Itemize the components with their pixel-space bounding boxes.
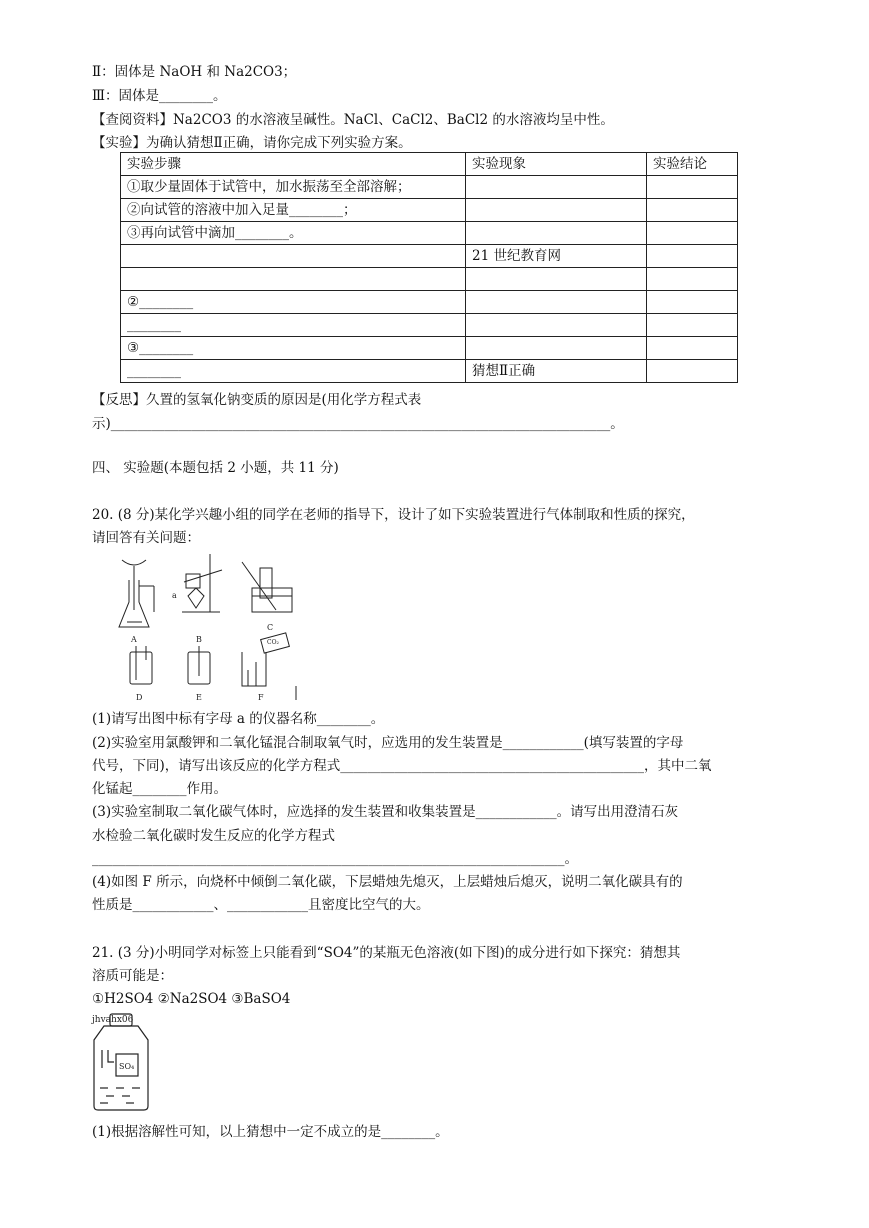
table-cell xyxy=(647,199,738,222)
watermark-text: jhvahx06 xyxy=(92,1015,134,1025)
table-cell: ________ xyxy=(121,314,466,337)
table-cell xyxy=(121,268,466,291)
experiment-intro: 【实验】为确认猜想Ⅱ正确，请你完成下列实验方案。 xyxy=(92,135,412,151)
table-cell xyxy=(466,176,647,199)
q20-part-3b: 水检验二氧化碳时发生反应的化学方程式 xyxy=(92,828,335,844)
table-row xyxy=(121,199,738,222)
q20-line-1: 20. (8 分)某化学兴趣小组的同学在老师的指导下，设计了如下实验装置进行气体制取和性质的探究， xyxy=(92,507,695,523)
table-cell: 实验现象 xyxy=(466,153,647,176)
table-cell: ③________ xyxy=(121,337,466,360)
hypothesis-2: Ⅱ：固体是 NaOH 和 Na2CO3； xyxy=(92,64,297,80)
table-cell xyxy=(466,268,647,291)
label-e: E xyxy=(196,693,202,702)
q20-part-4b: 性质是____________、____________且密度比空气的大。 xyxy=(92,897,430,913)
q21-line-1: 21. (3 分)小明同学对标签上只能看到“SO4”的某瓶无色溶液(如下图)的成分进行如下探究：猜想其 xyxy=(92,945,681,961)
reflection-line-1: 【反思】久置的氢氧化钠变质的原因是(用化学方程式表 xyxy=(92,392,422,408)
table-cell xyxy=(647,360,738,383)
reflection-line-2: 示)__________________________________________________________________________。 xyxy=(92,416,624,432)
table-cell xyxy=(647,337,738,360)
table-cell xyxy=(647,291,738,314)
label-d: D xyxy=(136,693,143,702)
table-cell xyxy=(647,268,738,291)
label-b: B xyxy=(196,635,202,644)
table-cell: ③再向试管中滴加________。 xyxy=(121,222,466,245)
label-f: F xyxy=(258,693,264,702)
co2-label: CO₂ xyxy=(267,639,279,646)
table-cell xyxy=(647,176,738,199)
table-row xyxy=(121,176,738,199)
apparatus-b-heating-icon xyxy=(182,554,222,612)
table-cell: ②向试管的溶液中加入足量________； xyxy=(121,199,466,222)
q20-part-2c: 化锰起________作用。 xyxy=(92,781,227,797)
reagent-bottle-figure xyxy=(90,1010,160,1116)
table-cell xyxy=(466,222,647,245)
table-row xyxy=(121,360,738,383)
q20-part-2b: 代号，下同)，请写出该反应的化学方程式_____________________________________________，其中二氧 xyxy=(92,758,712,774)
q21-line-2: 溶质可能是： xyxy=(92,968,173,984)
table-cell: 猜想Ⅱ正确 xyxy=(466,360,647,383)
q21-part-1: (1)根据溶解性可知，以上猜想中一定不成立的是________。 xyxy=(92,1124,449,1140)
table-cell xyxy=(466,314,647,337)
table-cell xyxy=(647,222,738,245)
table-cell xyxy=(121,245,466,268)
q20-part-3c: ______________________________________________________________________。 xyxy=(92,851,578,867)
label-c: C xyxy=(267,623,274,632)
table-cell xyxy=(647,314,738,337)
q20-part-2a: (2)实验室用氯酸钾和二氧化锰混合制取氧气时，应选用的发生装置是____________(填写装置的字母 xyxy=(92,735,684,751)
experiment-table xyxy=(120,152,738,383)
table-header-row xyxy=(121,153,738,176)
apparatus-figure xyxy=(92,552,312,704)
table-row xyxy=(121,337,738,360)
q20-part-3a: (3)实验室制取二氧化碳气体时，应选择的发生装置和收集装置是____________。请写出用澄清石灰 xyxy=(92,804,679,820)
q20-part-4a: (4)如图 F 所示，向烧杯中倾倒二氧化碳，下层蜡烛先熄灭，上层蜡烛后熄灭，说明二氧化碳具有的 xyxy=(92,874,683,890)
hypothesis-3: Ⅲ：固体是________。 xyxy=(92,88,227,104)
bottle-label: SO₄ xyxy=(119,1062,135,1071)
table-cell: 21 世纪教育网 xyxy=(466,245,647,268)
table-cell: 实验结论 xyxy=(647,153,738,176)
table-cell xyxy=(466,291,647,314)
apparatus-e-bottle-icon xyxy=(188,646,210,684)
table-cell xyxy=(647,245,738,268)
q20-line-2: 请回答有关问题： xyxy=(92,530,200,546)
table-row xyxy=(121,222,738,245)
q21-line-3: ①H2SO4 ②Na2SO4 ③BaSO4 xyxy=(92,991,291,1007)
apparatus-a-flask-icon xyxy=(119,560,154,627)
table-row xyxy=(121,314,738,337)
table-row xyxy=(121,245,738,268)
table-cell: ①取少量固体于试管中，加水振荡至全部溶解； xyxy=(121,176,466,199)
table-cell: ________ xyxy=(121,360,466,383)
table-row xyxy=(121,268,738,291)
table-cell xyxy=(466,199,647,222)
marker-a: a xyxy=(172,591,177,600)
table-cell: 实验步骤 xyxy=(121,153,466,176)
label-a: A xyxy=(131,635,137,644)
apparatus-d-bottle-icon xyxy=(130,646,152,684)
q20-part-1: (1)请写出图中标有字母 a 的仪器名称________。 xyxy=(92,711,385,727)
table-cell: ②________ xyxy=(121,291,466,314)
apparatus-c-trough-icon xyxy=(242,562,292,612)
table-cell xyxy=(466,337,647,360)
table-row xyxy=(121,291,738,314)
section-4-heading: 四、 实验题(本题包括 2 小题，共 11 分) xyxy=(92,460,339,476)
reference-info: 【查阅资料】Na2CO3 的水溶液呈碱性。NaCl、CaCl2、BaCl2 的水溶液均呈中性。 xyxy=(92,112,614,128)
